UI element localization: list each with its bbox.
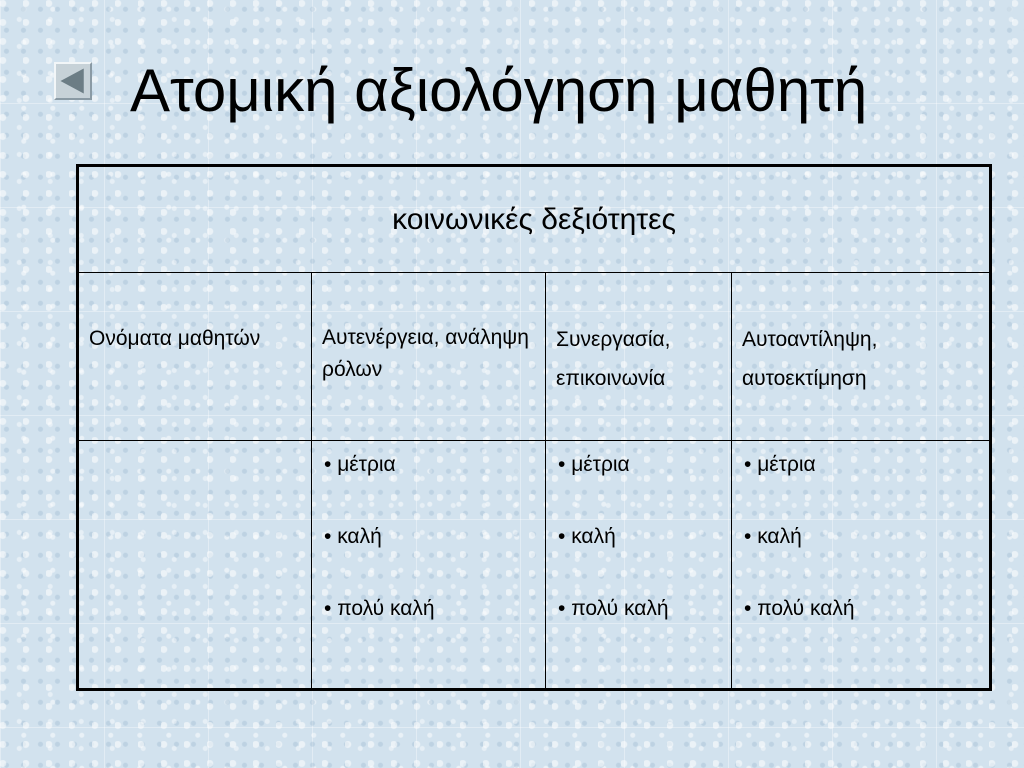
rating-option: • μέτρια [558, 449, 731, 521]
rating-list [546, 441, 731, 665]
rating-option: • καλή [558, 521, 731, 593]
rating-option: • πολύ καλή [744, 593, 989, 665]
rating-cell [312, 441, 546, 690]
left-triangle-icon [56, 64, 90, 98]
skills-assessment-table [76, 164, 992, 691]
rating-option: • μέτρια [744, 449, 989, 521]
group-header-row [78, 166, 991, 273]
header-self-perception-esteem: Αυτοαντίληψη, αυτοεκτίμηση [732, 273, 991, 441]
rating-option: • μέτρια [324, 449, 545, 521]
rating-option: • πολύ καλή [324, 593, 545, 665]
rating-option: • καλή [324, 521, 545, 593]
rating-list [732, 441, 989, 665]
header-student-names: Ονόματα μαθητών [78, 273, 312, 441]
table-row [78, 441, 991, 690]
header-initiative-roles: Αυτενέργεια, ανάληψη ρόλων [312, 273, 546, 441]
student-name-cell [78, 441, 312, 690]
rating-list [312, 441, 545, 665]
column-header-row [78, 273, 991, 441]
rating-option: • καλή [744, 521, 989, 593]
page-title: Ατομική αξιολόγηση μαθητή [130, 57, 868, 124]
rating-cell [732, 441, 991, 690]
rating-option: • πολύ καλή [558, 593, 731, 665]
header-cooperation-communication: Συνεργασία, επικοινωνία [546, 273, 732, 441]
group-header-cell: κοινωνικές δεξιότητες [78, 166, 991, 273]
back-button[interactable] [54, 62, 92, 100]
rating-cell [546, 441, 732, 690]
